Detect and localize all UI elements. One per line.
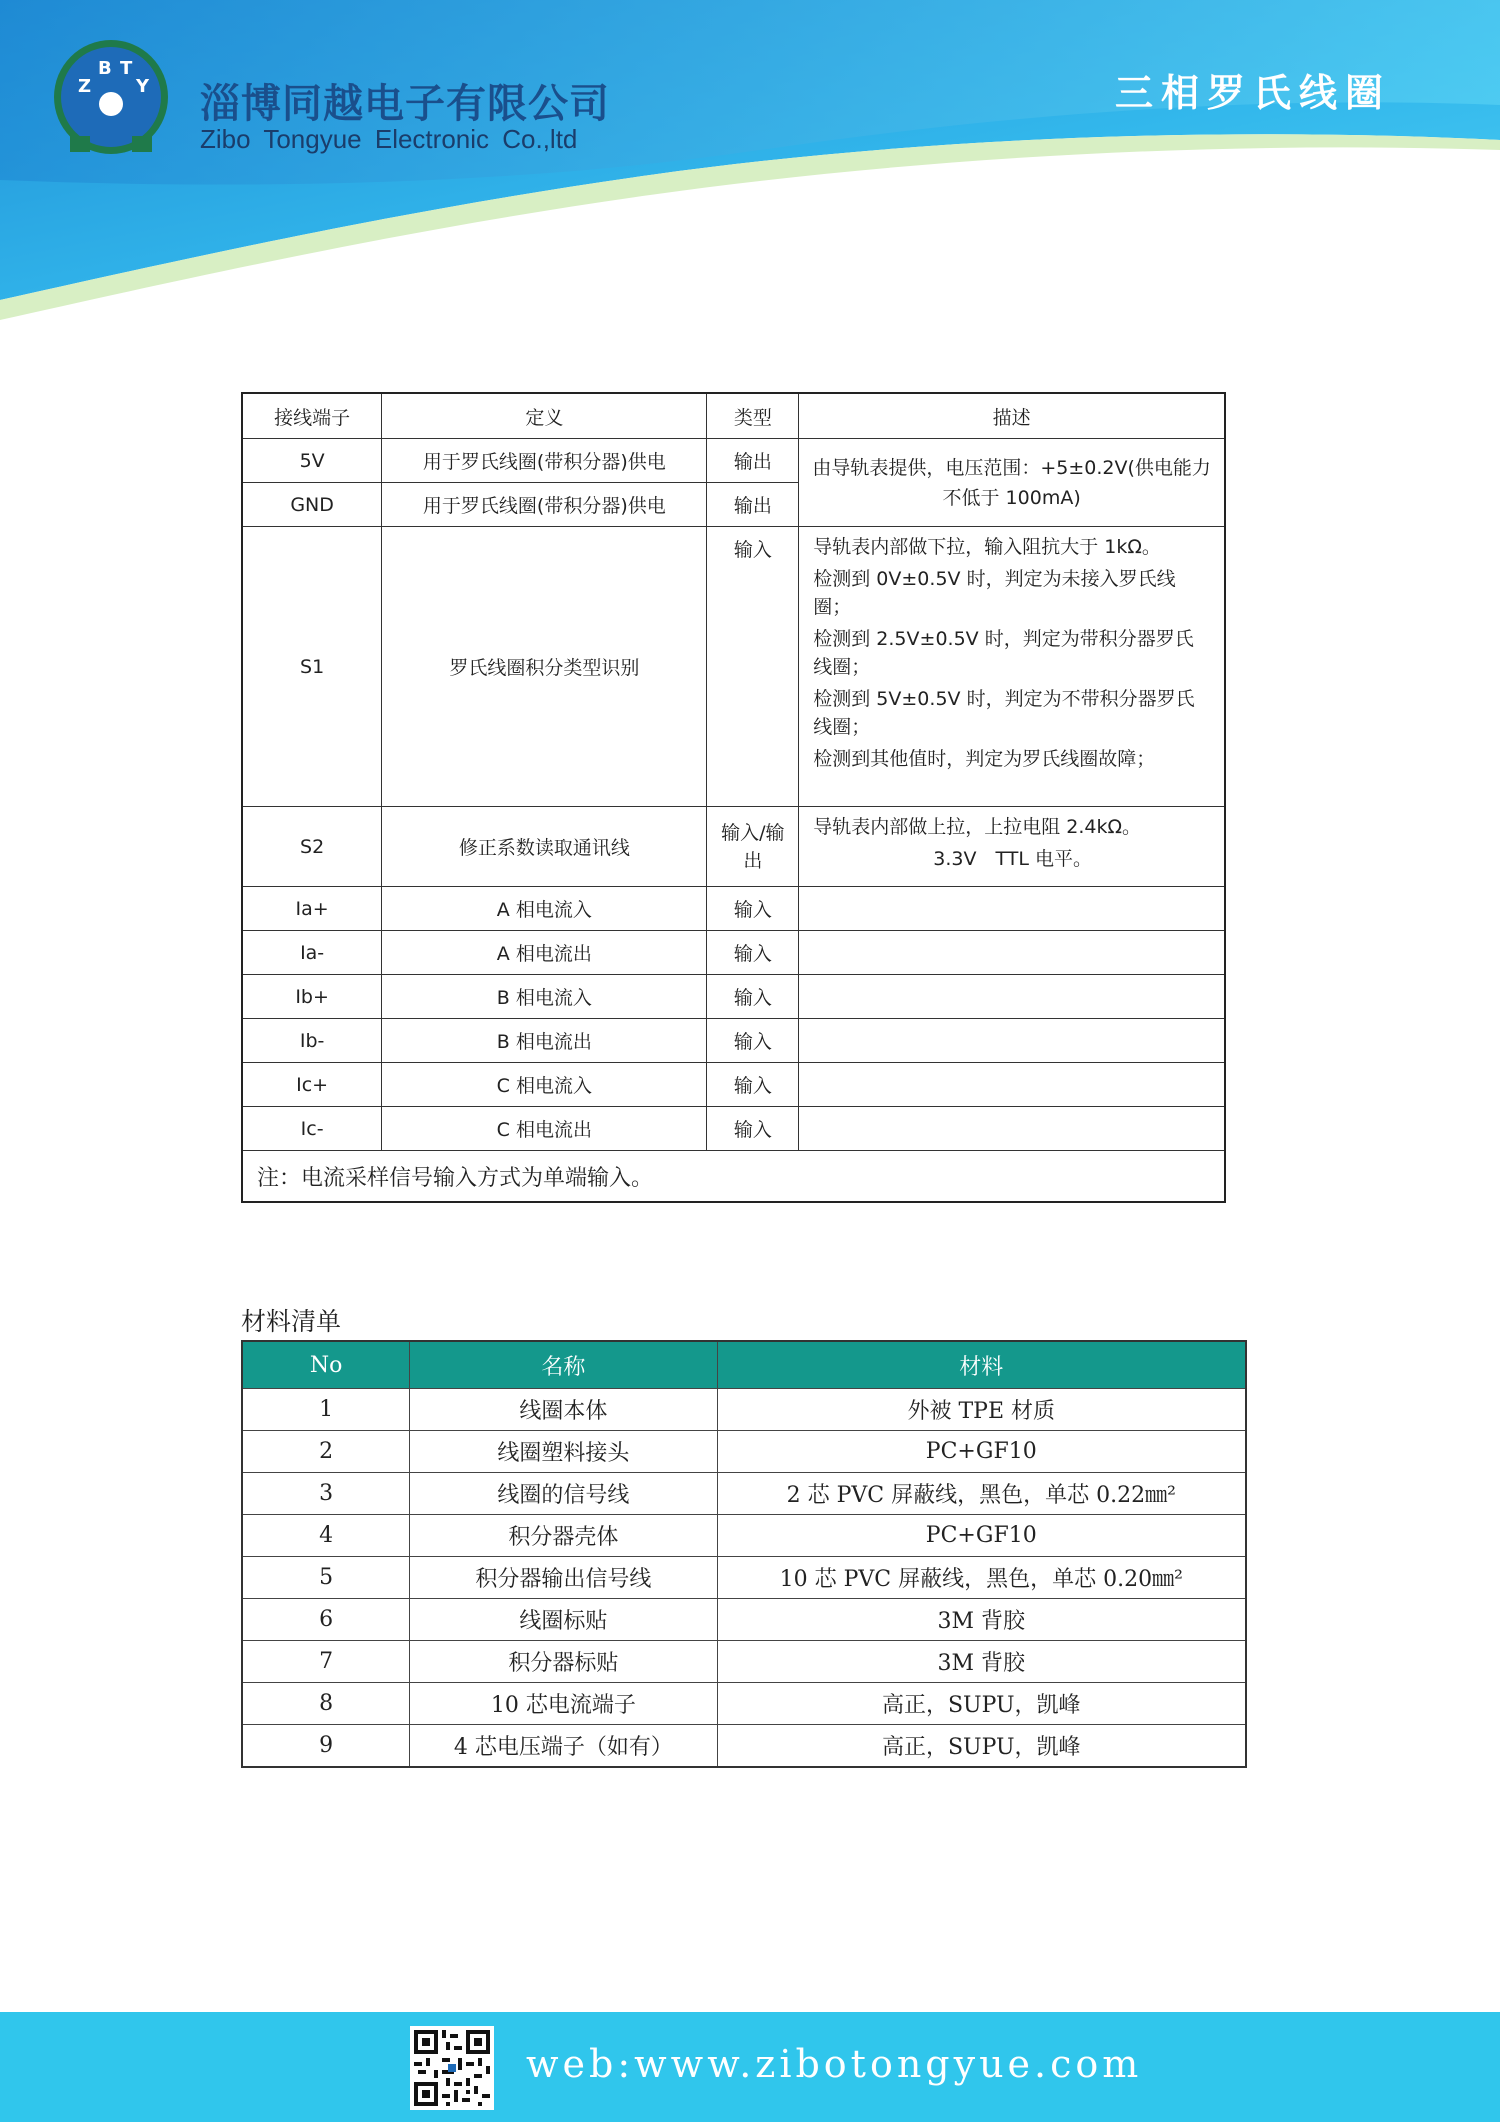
s1-desc-line: 检测到其他值时，判定为罗氏线圈故障；: [813, 748, 1156, 770]
material-cell: 外被 TPE 材质: [717, 1389, 1246, 1431]
header-definition: 定义: [382, 393, 707, 439]
material-cell: 3M 背胶: [717, 1599, 1246, 1641]
name-cell: 10 芯电流端子: [410, 1683, 717, 1725]
terminal-cell: GND: [242, 483, 382, 527]
product-title: 三相罗氏线圈: [1115, 71, 1392, 115]
definition-cell: B 相电流出: [382, 1019, 707, 1063]
logo-icon: [52, 38, 170, 156]
table-note: 注：电流采样信号输入方式为单端输入。: [242, 1151, 1225, 1203]
no-cell: 7: [242, 1641, 410, 1683]
no-cell: 3: [242, 1473, 410, 1515]
terminal-cell: Ib+: [242, 975, 382, 1019]
type-cell: 输入: [707, 527, 799, 807]
terminal-cell: S1: [242, 527, 382, 807]
name-cell: 积分器输出信号线: [410, 1557, 717, 1599]
page-footer: [0, 2012, 1500, 2122]
materials-row: [242, 1473, 1246, 1515]
company-name-en: Zibo Tongyue Electronic Co.,ltd: [200, 124, 578, 154]
type-cell: 输入: [707, 1107, 799, 1151]
materials-row: [242, 1515, 1246, 1557]
header-description: 描述: [799, 393, 1225, 439]
terminal-cell: Ia-: [242, 931, 382, 975]
no-cell: 6: [242, 1599, 410, 1641]
materials-title: 材料清单: [241, 1307, 342, 1336]
table-row: [242, 975, 1225, 1019]
materials-row: [242, 1557, 1246, 1599]
material-cell: 高正，SUPU，凯峰: [717, 1725, 1246, 1768]
s2-desc-line: 3.3V TTL 电平。: [933, 848, 1092, 870]
description-cell: [799, 1019, 1225, 1063]
materials-row: [242, 1389, 1246, 1431]
svg-text:Y: Y: [136, 76, 150, 97]
name-cell: 线圈本体: [410, 1389, 717, 1431]
name-cell: 积分器壳体: [410, 1515, 717, 1557]
svg-text:B: B: [98, 58, 112, 79]
description-cell: [799, 975, 1225, 1019]
table-row: [242, 931, 1225, 975]
materials-row: [242, 1431, 1246, 1473]
definition-cell: C 相电流入: [382, 1063, 707, 1107]
terminal-cell: Ib-: [242, 1019, 382, 1063]
definition-cell: A 相电流入: [382, 887, 707, 931]
s2-description-cell: [799, 807, 1225, 887]
material-cell: 10 芯 PVC 屏蔽线，黑色，单芯 0.20㎜²: [717, 1557, 1246, 1599]
header-type: 类型: [707, 393, 799, 439]
s1-desc-line: 导轨表内部做下拉，输入阻抗大于 1kΩ。: [813, 536, 1161, 558]
terminal-table: [241, 392, 1226, 1203]
definition-cell: B 相电流入: [382, 975, 707, 1019]
no-cell: 5: [242, 1557, 410, 1599]
type-cell: 输出: [707, 439, 799, 483]
s1-desc-line: 检测到 5V±0.5V 时，判定为不带积分器罗氏线圈；: [813, 688, 1195, 738]
header-name: 名称: [410, 1341, 717, 1389]
table-row-s1: [242, 527, 1225, 807]
table-row: [242, 1019, 1225, 1063]
definition-cell: 用于罗氏线圈(带积分器)供电: [382, 439, 707, 483]
table-row: [242, 887, 1225, 931]
svg-text:Z: Z: [78, 76, 92, 97]
material-cell: 2 芯 PVC 屏蔽线，黑色，单芯 0.22㎜²: [717, 1473, 1246, 1515]
no-cell: 1: [242, 1389, 410, 1431]
s2-desc-line: 导轨表内部做上拉，上拉电阻 2.4kΩ。: [813, 816, 1142, 838]
terminal-cell: 5V: [242, 439, 382, 483]
definition-cell: A 相电流出: [382, 931, 707, 975]
terminal-cell: Ic+: [242, 1063, 382, 1107]
terminal-cell: S2: [242, 807, 382, 887]
table-row: [242, 439, 1225, 483]
name-cell: 4 芯电压端子（如有）: [410, 1725, 717, 1768]
name-cell: 线圈标贴: [410, 1599, 717, 1641]
description-cell: [799, 887, 1225, 931]
type-cell: 输入: [707, 975, 799, 1019]
description-cell: [799, 931, 1225, 975]
materials-header-row: [242, 1341, 1246, 1389]
no-cell: 9: [242, 1725, 410, 1768]
terminal-cell: Ic-: [242, 1107, 382, 1151]
materials-row: [242, 1599, 1246, 1641]
material-cell: PC+GF10: [717, 1515, 1246, 1557]
name-cell: 线圈的信号线: [410, 1473, 717, 1515]
s1-desc-line: 检测到 2.5V±0.5V 时，判定为带积分器罗氏线圈；: [813, 628, 1194, 678]
header-no: No: [242, 1341, 410, 1389]
terminal-cell: Ia+: [242, 887, 382, 931]
type-cell: 输入/输出: [707, 807, 799, 887]
page-header: [0, 0, 1500, 320]
svg-text:T: T: [120, 58, 133, 79]
name-cell: 积分器标贴: [410, 1641, 717, 1683]
name-cell: 线圈塑料接头: [410, 1431, 717, 1473]
power-description-cell: 由导轨表提供，电压范围：+5±0.2V(供电能力不低于 100mA): [799, 439, 1225, 527]
s1-desc-line: 检测到 0V±0.5V 时，判定为未接入罗氏线圈；: [813, 568, 1176, 618]
type-cell: 输出: [707, 483, 799, 527]
material-cell: 3M 背胶: [717, 1641, 1246, 1683]
header-terminal: 接线端子: [242, 393, 382, 439]
no-cell: 2: [242, 1431, 410, 1473]
materials-table: [241, 1340, 1247, 1768]
table-row-s2: [242, 807, 1225, 887]
definition-cell: 罗氏线圈积分类型识别: [382, 527, 707, 807]
table-row: [242, 1107, 1225, 1151]
table-note-row: [242, 1151, 1225, 1203]
company-logo: [52, 38, 170, 156]
description-cell: [799, 1063, 1225, 1107]
website-link[interactable]: web:www.zibotongyue.com: [526, 2042, 1143, 2086]
type-cell: 输入: [707, 931, 799, 975]
s1-description-cell: [799, 527, 1225, 807]
qr-code-icon: [410, 2026, 494, 2110]
type-cell: 输入: [707, 1019, 799, 1063]
table-header-row: [242, 393, 1225, 439]
materials-row: [242, 1683, 1246, 1725]
header-wave-background: [0, 0, 1500, 320]
material-cell: 高正，SUPU，凯峰: [717, 1683, 1246, 1725]
description-cell: [799, 1107, 1225, 1151]
no-cell: 8: [242, 1683, 410, 1725]
definition-cell: 修正系数读取通讯线: [382, 807, 707, 887]
material-cell: PC+GF10: [717, 1431, 1246, 1473]
table-row: [242, 1063, 1225, 1107]
materials-row: [242, 1725, 1246, 1768]
definition-cell: C 相电流出: [382, 1107, 707, 1151]
header-material: 材料: [717, 1341, 1246, 1389]
no-cell: 4: [242, 1515, 410, 1557]
materials-row: [242, 1641, 1246, 1683]
company-name-cn: 淄博同越电子有限公司: [200, 81, 610, 127]
definition-cell: 用于罗氏线圈(带积分器)供电: [382, 483, 707, 527]
type-cell: 输入: [707, 1063, 799, 1107]
type-cell: 输入: [707, 887, 799, 931]
